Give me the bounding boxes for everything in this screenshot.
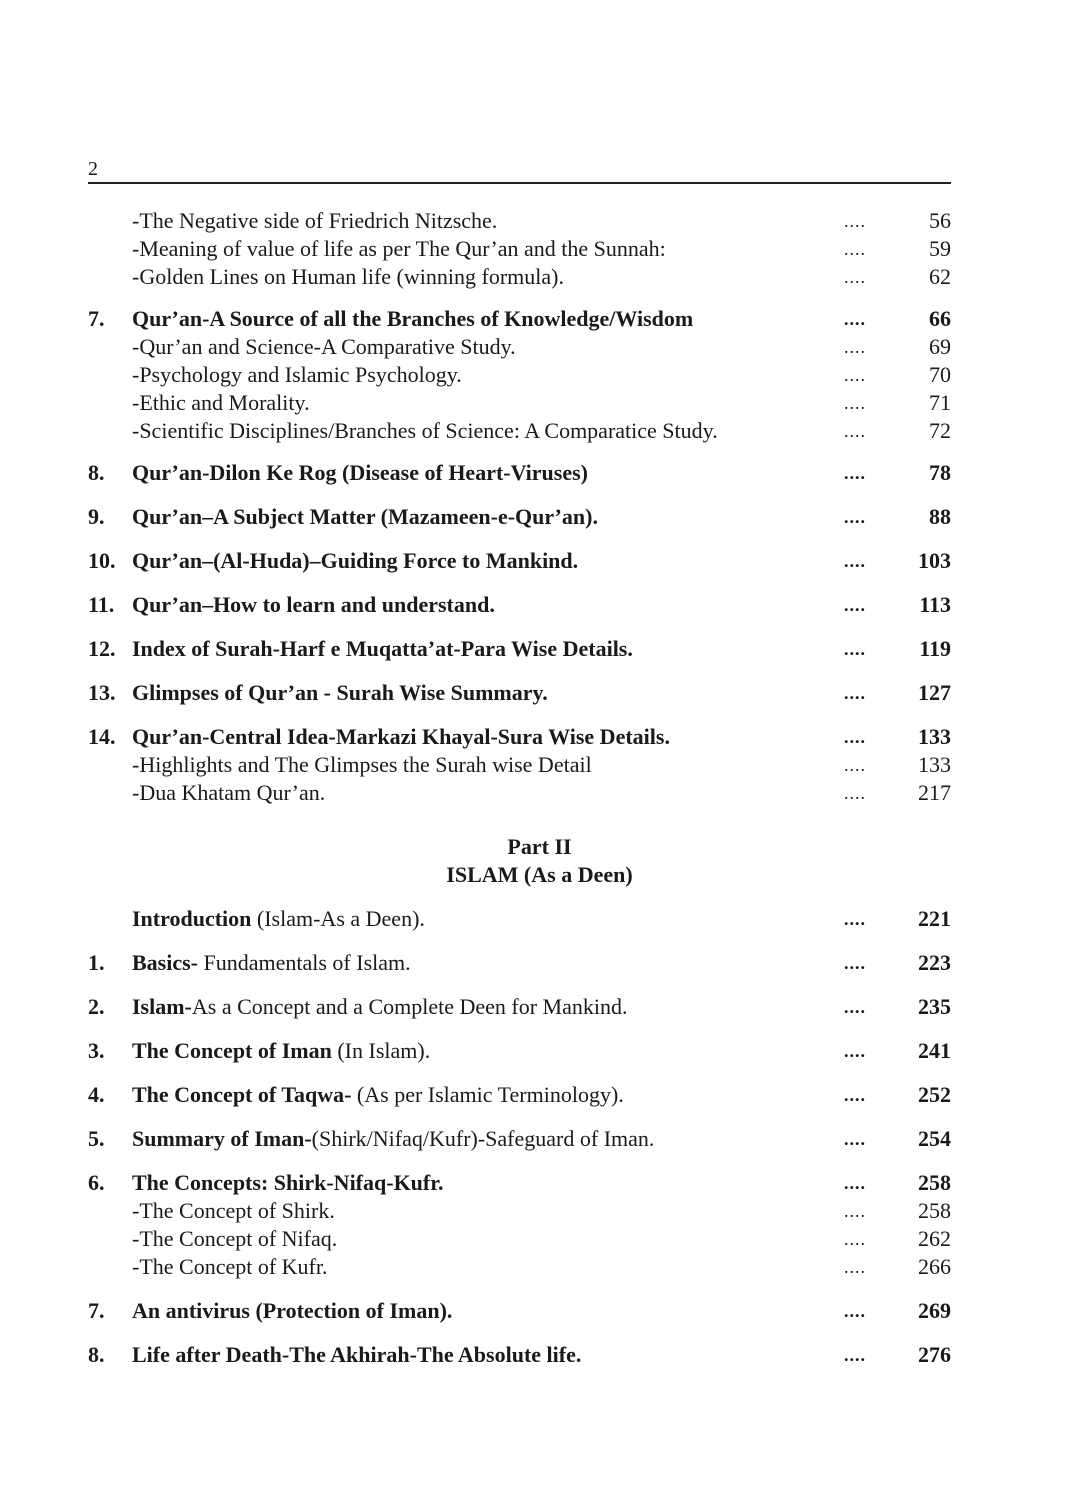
toc-subentry [88, 333, 951, 361]
dot-leader: .... [844, 683, 866, 703]
chapter-title: An antivirus (Protection of Iman). [132, 1298, 453, 1323]
toc-subentry [88, 361, 951, 389]
chapter-title [132, 1081, 624, 1109]
chapter-number: 3. [88, 1038, 105, 1063]
chapter-number: 8. [88, 460, 105, 485]
chapter-title [132, 1125, 654, 1153]
toc-subentry [88, 263, 951, 291]
dot-leader: .... [844, 1041, 866, 1061]
dot-leader: .... [844, 421, 866, 441]
page-number: 2 [88, 158, 98, 180]
chapter-number: 7. [88, 306, 105, 331]
dot-leader: .... [844, 1301, 866, 1321]
chapter-title: The Concepts: Shirk-Nifaq-Kufr. [132, 1170, 444, 1195]
chapter-title-plain: (Shirk/Nifaq/Kufr)-Safeguard of Iman. [311, 1126, 655, 1151]
chapter-title [132, 949, 411, 977]
chapter-title-bold: Islam- [132, 994, 192, 1019]
chapter-title: Qur’an–(Al-Huda)–Guiding Force to Mankind. [132, 548, 579, 573]
dot-leader: .... [844, 1345, 866, 1365]
chapter-number: 4. [88, 1082, 105, 1107]
dot-leader: .... [844, 727, 866, 747]
dot-leader: .... [844, 551, 866, 571]
chapter-page: 78 [929, 460, 951, 485]
chapter-page: 221 [918, 906, 951, 931]
chapter-page: 235 [918, 994, 951, 1019]
entry-title: -The Negative side of Friedrich Nitzsche. [132, 208, 498, 233]
dot-leader: .... [844, 1173, 866, 1193]
toc-subentry [88, 1253, 951, 1281]
dot-leader: .... [844, 1201, 866, 1221]
toc-chapter [88, 679, 951, 707]
dot-leader: .... [844, 239, 866, 259]
dot-leader: .... [844, 365, 866, 385]
chapter-title-plain: Fundamentals of Islam. [198, 950, 411, 975]
chapter-title-bold: The Concept of Taqwa- [132, 1082, 352, 1107]
toc-subentry [88, 207, 951, 235]
dot-leader: .... [844, 1229, 866, 1249]
toc-chapter [88, 1169, 951, 1197]
chapter-title [132, 993, 628, 1021]
chapter-title-bold: The Concept of Iman [132, 1038, 332, 1063]
toc-chapter [88, 1341, 951, 1369]
entry-page: 62 [929, 264, 951, 289]
chapter-title-bold: Summary of Iman- [132, 1126, 312, 1151]
entry-page: 133 [918, 752, 951, 777]
chapter-title-bold: Introduction [132, 906, 252, 931]
chapter-page: 66 [929, 306, 951, 331]
toc-chapter [88, 723, 951, 751]
toc-chapter [88, 1037, 951, 1065]
toc-subentry [88, 751, 951, 779]
toc-chapter [88, 503, 951, 531]
toc-chapter [88, 305, 951, 333]
dot-leader: .... [844, 463, 866, 483]
table-of-contents [88, 207, 951, 1369]
dot-leader: .... [844, 1085, 866, 1105]
chapter-title [132, 1037, 430, 1065]
dot-leader: .... [844, 909, 866, 929]
toc-chapter [88, 459, 951, 487]
entry-title: -Ethic and Morality. [132, 390, 310, 415]
entry-page: 262 [918, 1226, 951, 1251]
entry-title: -Meaning of value of life as per The Qur’an and the Sunnah: [132, 236, 666, 261]
toc-chapter [88, 1081, 951, 1109]
entry-page: 56 [929, 208, 951, 233]
entry-page: 59 [929, 236, 951, 261]
dot-leader: .... [844, 783, 866, 803]
chapter-title-plain: (As per Islamic Terminology). [351, 1082, 624, 1107]
chapter-page: 241 [918, 1038, 951, 1063]
chapter-title: Qur’an–A Subject Matter (Mazameen-e-Qur’an). [132, 504, 598, 529]
chapter-number: 5. [88, 1126, 105, 1151]
entry-page: 217 [918, 780, 951, 805]
chapter-number: 10. [88, 548, 116, 573]
part-subheading: ISLAM (As a Deen) [446, 862, 633, 887]
chapter-title: Index of Surah-Harf e Muqatta’at-Para Wise Details. [132, 636, 633, 661]
dot-leader: .... [844, 1129, 866, 1149]
chapter-title: Qur’an-Dilon Ke Rog (Disease of Heart-Viruses) [132, 460, 589, 485]
chapter-page: 113 [919, 592, 951, 617]
entry-title: -The Concept of Kufr. [132, 1254, 328, 1279]
toc-chapter [88, 591, 951, 619]
chapter-title: Life after Death-The Akhirah-The Absolute life. [132, 1342, 582, 1367]
toc-chapter [88, 993, 951, 1021]
toc-subentry [88, 235, 951, 263]
dot-leader: .... [844, 507, 866, 527]
entry-title: -Dua Khatam Qur’an. [132, 780, 326, 805]
chapter-title-bold: Basics- [132, 950, 198, 975]
entry-title: -The Concept of Nifaq. [132, 1226, 338, 1251]
toc-subentry [88, 417, 951, 445]
entry-title: -Scientific Disciplines/Branches of Science: A Comparatice Study. [132, 418, 718, 443]
chapter-title-plain: As a Concept and a Complete Deen for Mankind. [191, 994, 628, 1019]
chapter-page: 88 [929, 504, 951, 529]
entry-title: -Qur’an and Science-A Comparative Study. [132, 334, 516, 359]
chapter-page: 254 [918, 1126, 951, 1151]
chapter-title: Glimpses of Qur’an - Surah Wise Summary. [132, 680, 548, 705]
chapter-title [132, 905, 425, 933]
part-heading: Part II [507, 834, 572, 859]
chapter-number: 12. [88, 636, 116, 661]
chapter-page: 103 [918, 548, 951, 573]
toc-chapter [88, 1297, 951, 1325]
chapter-page: 133 [918, 724, 951, 749]
toc-chapter [88, 1125, 951, 1153]
toc-subentry [88, 779, 951, 807]
entry-title: -Golden Lines on Human life (winning formula). [132, 264, 564, 289]
toc-subentry [88, 389, 951, 417]
chapter-number: 2. [88, 994, 105, 1019]
entry-page: 71 [929, 390, 951, 415]
chapter-number: 14. [88, 724, 116, 749]
dot-leader: .... [844, 953, 866, 973]
header-rule [88, 182, 951, 184]
chapter-number: 6. [88, 1170, 105, 1195]
chapter-number: 8. [88, 1342, 105, 1367]
entry-page: 258 [918, 1198, 951, 1223]
dot-leader: .... [844, 755, 866, 775]
chapter-number: 1. [88, 950, 105, 975]
dot-leader: .... [844, 309, 866, 329]
toc-chapter [88, 949, 951, 977]
chapter-title: Qur’an-Central Idea-Markazi Khayal-Sura Wise Details. [132, 724, 670, 749]
entry-title: -The Concept of Shirk. [132, 1198, 335, 1223]
dot-leader: .... [844, 1257, 866, 1277]
entry-page: 69 [929, 334, 951, 359]
chapter-number: 11. [88, 592, 115, 617]
dot-leader: .... [844, 337, 866, 357]
entry-title: -Highlights and The Glimpses the Surah wise Detail [132, 752, 592, 777]
toc-chapter [88, 635, 951, 663]
toc-chapter [88, 905, 951, 933]
entry-page: 72 [929, 418, 951, 443]
chapter-page: 269 [918, 1298, 951, 1323]
chapter-title-plain: (Islam-As a Deen). [251, 906, 425, 931]
dot-leader: .... [844, 211, 866, 231]
dot-leader: .... [844, 595, 866, 615]
entry-page: 70 [929, 362, 951, 387]
dot-leader: .... [844, 393, 866, 413]
toc-subentry [88, 1225, 951, 1253]
chapter-page: 276 [918, 1342, 951, 1367]
dot-leader: .... [844, 997, 866, 1017]
toc-subentry [88, 1197, 951, 1225]
chapter-page: 252 [918, 1082, 951, 1107]
entry-title: -Psychology and Islamic Psychology. [132, 362, 462, 387]
entry-page: 266 [918, 1254, 951, 1279]
chapter-title: Qur’an-A Source of all the Branches of Knowledge/Wisdom [132, 306, 694, 331]
chapter-page: 258 [918, 1170, 951, 1195]
toc-chapter [88, 547, 951, 575]
chapter-page: 119 [919, 636, 951, 661]
chapter-number: 13. [88, 680, 116, 705]
dot-leader: .... [844, 639, 866, 659]
chapter-title-plain: (In Islam). [331, 1038, 431, 1063]
chapter-number: 9. [88, 504, 105, 529]
dot-leader: .... [844, 267, 866, 287]
chapter-page: 127 [918, 680, 951, 705]
chapter-page: 223 [918, 950, 951, 975]
chapter-title: Qur’an–How to learn and understand. [132, 592, 495, 617]
chapter-number: 7. [88, 1298, 105, 1323]
